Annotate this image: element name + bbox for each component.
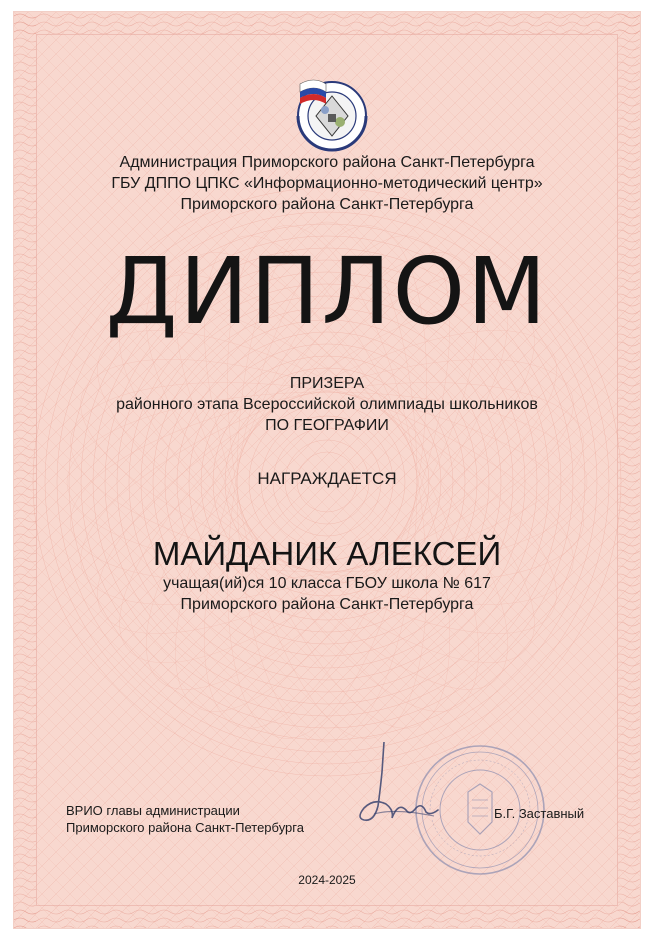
academic-year: 2024-2025 bbox=[298, 873, 356, 887]
award-line-3: ПО ГЕОГРАФИИ bbox=[265, 417, 389, 434]
signatory-position-line-1: ВРИО главы администрации bbox=[66, 803, 240, 818]
signatory-position bbox=[66, 802, 304, 836]
award-line-2: районного этапа Всероссийской олимпиады школьников bbox=[116, 396, 538, 413]
diploma-title: ДИПЛОМ bbox=[105, 238, 549, 345]
recipient-details-2: Приморского района Санкт-Петербурга bbox=[180, 596, 474, 613]
issuer-line-2: ГБУ ДППО ЦПКС «Информационно-методический центр» bbox=[111, 175, 543, 192]
olympiad-emblem-icon bbox=[292, 74, 372, 154]
signatory-position-line-2: Приморского района Санкт-Петербурга bbox=[66, 820, 304, 835]
awarded-label: НАГРАЖДАЕТСЯ bbox=[257, 469, 397, 488]
recipient-details-1: учащая(ий)ся 10 класса ГБОУ школа № 617 bbox=[163, 575, 491, 592]
diploma-sheet bbox=[14, 12, 640, 928]
issuer-line-1: Администрация Приморского района Санкт-Петербурга bbox=[119, 154, 535, 171]
handwritten-signature-icon bbox=[334, 742, 454, 842]
signatory-name: Б.Г. Заставный bbox=[494, 806, 585, 821]
issuer-line-3: Приморского района Санкт-Петербурга bbox=[180, 196, 474, 213]
award-line-1: ПРИЗЕРА bbox=[289, 375, 365, 392]
recipient-name: МАЙДАНИК АЛЕКСЕЙ bbox=[152, 535, 502, 572]
